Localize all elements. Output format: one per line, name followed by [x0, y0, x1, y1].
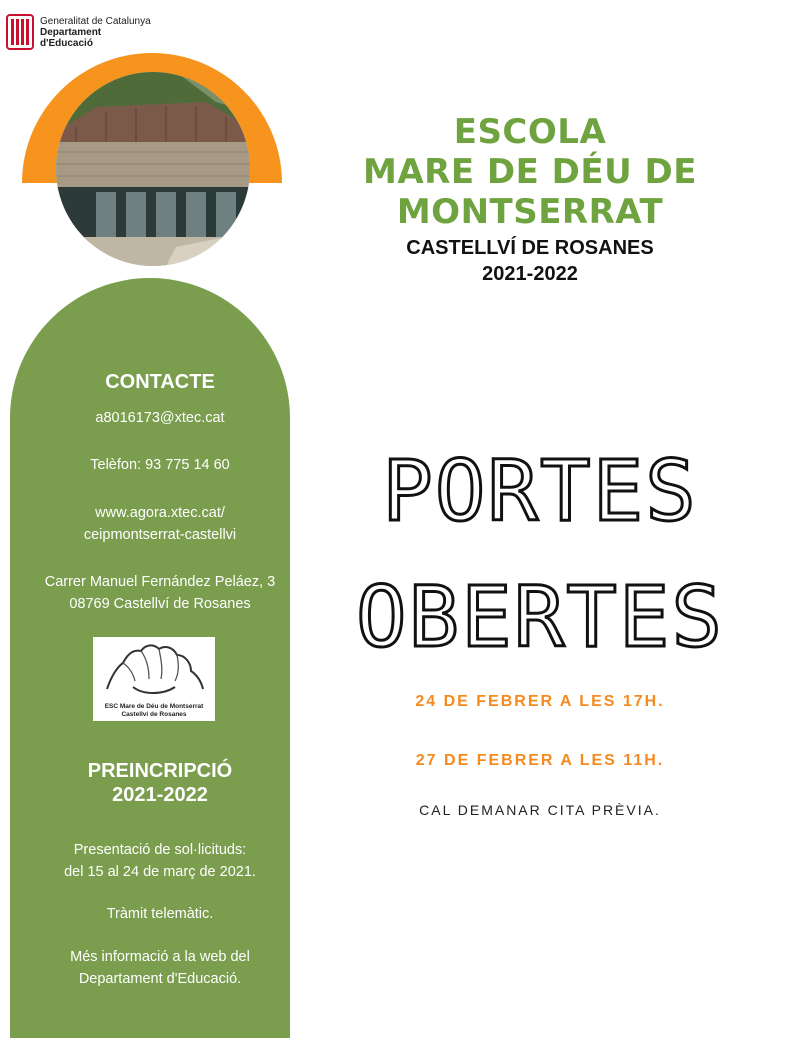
contact-web-line-2[interactable]: ceipmontserrat-castellvi [83, 527, 237, 543]
contact-address-line-1: Carrer Manuel Fernández Peláez, 3 [44, 574, 276, 590]
gov-line-3: d'Educació [40, 38, 93, 49]
school-building-image [56, 72, 250, 266]
open-doors-line-2: OBERTES [355, 568, 724, 666]
mountain-logo-icon [93, 637, 215, 699]
preinscription-text-1b: del 15 al 24 de març de 2021. [64, 864, 256, 880]
school-logo [93, 637, 215, 721]
contact-web-line-1[interactable]: www.agora.xtec.cat/ [95, 505, 225, 521]
appointment-note: CAL DEMANAR CITA PRÈVIA. [419, 802, 661, 818]
school-title [330, 112, 730, 232]
generalitat-logo [6, 14, 166, 54]
contact-email[interactable]: a8016173@xtec.cat [95, 410, 225, 426]
gov-line-1: Generalitat de Catalunya [40, 16, 151, 27]
preinscription-text-3b: Departament d'Educació. [78, 971, 242, 987]
contact-address-line-2: 08769 Castellví de Rosanes [69, 596, 251, 612]
preinscription-heading-2: 2021-2022 [112, 784, 208, 806]
contact-heading: CONTACTE [105, 371, 215, 393]
open-doors-line-1: PORTES [382, 442, 698, 540]
contact-phone: Telèfon: 93 775 14 60 [90, 457, 230, 473]
preinscription-text-1a: Presentació de sol·licituds: [73, 842, 247, 858]
preinscription-text-2: Tràmit telemàtic. [106, 906, 214, 922]
title-line-3: MONTSERRAT [396, 192, 664, 232]
year-label: 2021-2022 [482, 263, 578, 285]
school-logo-line-1: ESC Mare de Déu de Montserrat [104, 703, 204, 710]
title-line-1: ESCOLA [453, 112, 607, 152]
school-logo-caption [93, 703, 215, 718]
title-line-2: MARE DE DÉU DE [362, 152, 698, 192]
senyera-emblem-icon [6, 14, 34, 50]
open-day-date-2: 27 DE FEBRER A LES 11H. [415, 752, 665, 769]
preinscription-text-3a: Més informació a la web del [70, 949, 250, 965]
open-day-date-1: 24 DE FEBRER A LES 17H. [415, 693, 665, 710]
gov-line-2: Departament [40, 27, 102, 38]
location-label: CASTELLVÍ DE ROSANES [406, 237, 654, 259]
generalitat-text [40, 16, 151, 49]
school-logo-line-2: Castellví de Rosanes [121, 710, 187, 718]
school-subtitle [330, 235, 730, 287]
school-building-photo [56, 72, 250, 266]
preinscription-heading-1: PREINCRIPCIÓ [87, 760, 233, 782]
